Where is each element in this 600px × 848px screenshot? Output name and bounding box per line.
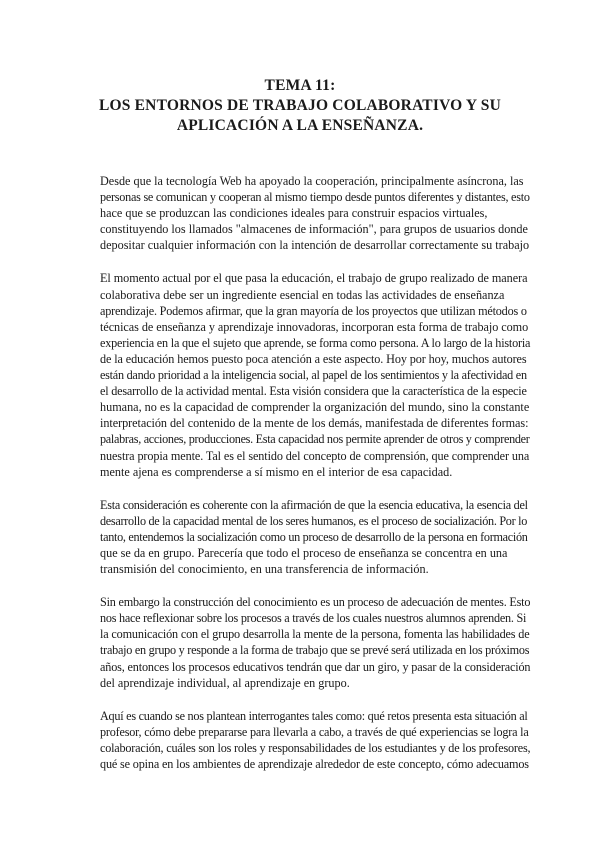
text-line: humana, no es la capacidad de comprender la organización del mundo, sino la constante [100,400,530,415]
text-line: constituyendo los llamados "almacenes de información", para grupos de usuarios donde [100,222,528,237]
text-line: qué se opina en los ambientes de aprendizaje alrededor de este concepto, cómo adecuamos [100,757,529,771]
text-line: Desde que la tecnología Web ha apoyado la cooperación, principalmente asíncrona, las [100,174,524,188]
paragraph-5 [100,708,530,772]
title-line-2: LOS ENTORNOS DE TRABAJO COLABORATIVO Y SU [98,97,502,114]
text-line: aprendizaje. Podemos afirmar, que la gran mayoría de los proyectos que utilizan métodos o [100,303,527,318]
text-line: mente ajena es comprenderse a sí mismo en el interior de esa capacidad. [100,464,453,479]
text-line: años, entonces los procesos educativos tendrán que dar un giro, y pasar de la consideración [100,659,531,674]
text-line: trabajo en grupo y responde a la forma de trabajo que se prevé será utilizada en los próximos [100,643,530,658]
paragraph-3 [100,497,530,577]
text-line: nos hace reflexionar sobre los procesos a través de los cuales nuestros alumnos aprenden. Si [100,611,527,626]
text-line: el desarrollo de la actividad mental. Esta visión considera que la característica de la especie [100,384,527,399]
paragraph-4 [100,594,530,691]
text-line: colaborativa debe ser un ingrediente esencial en todas las actividades de enseñanza [100,287,505,302]
title-line-3: APLICACIÓN A LA ENSEÑANZA. [176,117,424,134]
text-line: Esta consideración es coherente con la afirmación de que la esencia educativa, la esencia del [100,497,528,512]
text-line: nuestra propia mente. Tal es el sentido del concepto de comprensión, que comprender una [100,448,530,463]
paragraph-1 [100,173,530,253]
text-line: profesor, cómo debe prepararse para llevarla a cabo, a través de qué experiencias se logra la [100,724,529,739]
text-line: la comunicación con el grupo desarrolla la mente de la persona, fomenta las habilidades de [100,627,530,642]
text-line: hace que se produzcan las condiciones ideales para construir espacios virtuales, [100,206,488,221]
text-line: El momento actual por el que pasa la educación, el trabajo de grupo realizado de manera [100,271,528,286]
text-line: depositar cualquier información con la intención de desarrollar correctamente su trabajo [100,238,530,253]
text-line: transmisión del conocimiento, en una transferencia de información. [100,562,429,577]
text-line: colaboración, cuáles son los roles y responsabilidades de los estudiantes y de los profesores, [100,740,531,755]
paragraph-2 [100,270,530,479]
text-line: personas se comunican y cooperan al mismo tiempo desde puntos diferentes y distantes, esto [100,190,530,205]
document-body [100,173,530,789]
text-line: Sin embargo la construcción del conocimiento es un proceso de adecuación de mentes. Esto [100,595,531,610]
text-line: desarrollo de la capacidad mental de los seres humanos, es el proceso de socialización. Por lo [100,513,527,528]
text-line: que se da en grupo. Parecería que todo el proceso de enseñanza se concentra en una [100,545,508,560]
text-line: experiencia en la que el sujeto que aprende, se forma como persona. A lo largo de la historia [100,335,531,350]
text-line: tanto, entendemos la socialización como un proceso de desarrollo de la persona en formación [100,529,528,544]
title-line-1: TEMA 11: [264,77,336,94]
text-line: están dando prioridad a la inteligencia social, al papel de los sentimientos y la afectividad en [100,368,527,383]
text-line: palabras, acciones, producciones. Esta capacidad nos permite aprender de otros y comprender [100,432,530,447]
text-line: interpretación del contenido de la mente de los demás, manifestada de diferentes formas: [100,416,529,431]
text-line: de la educación hemos puesto poca atención a este aspecto. Hoy por hoy, muchos autores [100,351,527,366]
text-line: Aquí es cuando se nos plantean interrogantes tales como: qué retos presenta esta situación al [100,708,528,723]
text-line: técnicas de enseñanza y aprendizaje innovadoras, incorporan esta forma de trabajo como [100,319,529,334]
text-line: del aprendizaje individual, al aprendizaje en grupo. [100,675,350,690]
document-title [0,76,600,136]
